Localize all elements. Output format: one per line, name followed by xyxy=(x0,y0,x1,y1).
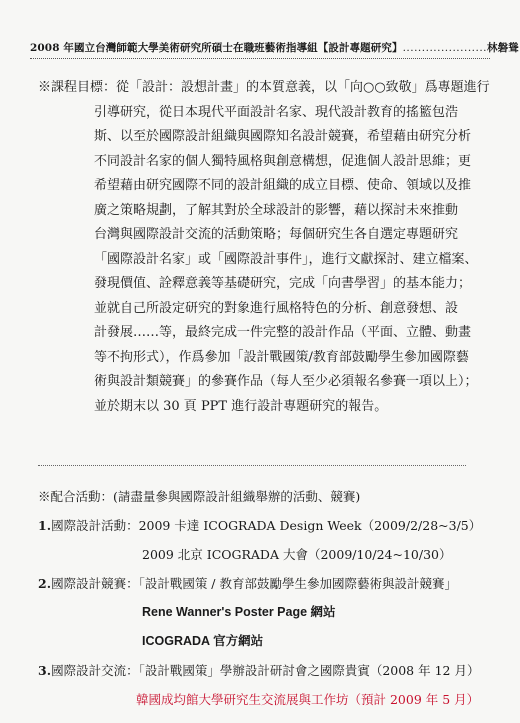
activity-item-design-exchange xyxy=(38,656,498,685)
item-label: 國際設計競賽：「設計戰國策 / 教育部鼓勵學生參加國際藝術與設計競賽」 xyxy=(51,576,457,591)
course-goals-section xyxy=(38,76,498,419)
activity-subitem: 2009 北京 ICOGRADA 大會（2009/10/24~10/30） xyxy=(142,547,452,562)
goals-line: 等不拘形式），作爲參加「設計戰國策/教育部鼓勵學生參加國際藝 xyxy=(94,349,469,365)
activities-section xyxy=(38,482,498,714)
goals-line: 術與設計類競賽」的參賽作品（每人至少必須報名參賽一項以上）； xyxy=(94,374,478,389)
goals-line: 不同設計名家的個人獨特風格與創意構想，促進個人設計思維；更 xyxy=(94,153,472,169)
section-divider xyxy=(38,465,466,466)
goals-line: 並於期末以 30 頁 PPT 進行設計專題研究的報告。 xyxy=(94,398,388,414)
header-divider xyxy=(30,58,490,59)
goals-line: ※課程目標：從「設計：設想計畫」的本質意義，以「向○○致敬」爲專題進行 xyxy=(38,80,490,95)
goals-line: 希望藉由研究國際不同的設計組織的成立目標、使命、領域以及推 xyxy=(94,178,472,193)
item-number: 2. xyxy=(38,576,52,591)
page-header xyxy=(30,40,519,55)
goals-line: 並就自己所設定研究的對象進行風格特色的分析、創意發想、設 xyxy=(94,300,459,316)
item-number: 1. xyxy=(38,518,52,533)
goals-line: 斯、以至於國際設計組織與國際知名設計競賽，希望藉由研究分析 xyxy=(94,129,472,144)
goals-line: 台灣與國際設計交流的活動策略；每個研究生各自選定專題研究 xyxy=(94,227,459,242)
item-label: 國際設計交流：「設計戰國策」學辦設計研討會之國際貴賓（2008 年 12 月） xyxy=(51,663,480,678)
activity-subitem-highlight: 韓國成均館大學研究生交流展與工作坊（預計 2009 年 5 月） xyxy=(136,692,480,707)
header-author: 林磐聳 xyxy=(487,42,519,54)
activities-heading: ※配合活動：(請盡量參與國際設計組織舉辦的活動、競賽) xyxy=(38,489,361,504)
activity-item-design-competitions xyxy=(38,569,498,598)
goals-line: 引導研究，從日本現代平面設計名家、現代設計教育的搖籃包浩 xyxy=(94,104,459,120)
activity-subitem: Rene Wanner's Poster Page 網站 xyxy=(142,605,336,619)
goals-line: 廣之策略規劃，了解其對於全球設計的影響，藉以探討未來推動 xyxy=(94,202,459,218)
activity-item-design-events xyxy=(38,511,498,540)
header-dots: ...................... xyxy=(402,42,488,54)
item-label: 國際設計活動：2009 卡達 ICOGRADA Design Week（2009/2/28~3/5） xyxy=(51,518,482,533)
goals-line: 「國際設計名家」或「國際設計事件」，進行文獻探討、建立檔案、 xyxy=(94,251,478,267)
activity-subitem: ICOGRADA 官方網站 xyxy=(142,634,264,648)
goals-line: 發現價值、詮釋意義等基礎研究，完成「向書學習」的基本能力； xyxy=(94,276,472,291)
header-title: 2008 年國立台灣師範大學美術研究所碩士在職班藝術指導組【設計專題研究】 xyxy=(30,42,403,54)
goals-line: 計發展……等，最終完成一件完整的設計作品（平面、立體、動畫 xyxy=(94,325,472,340)
item-number: 3. xyxy=(38,663,52,678)
